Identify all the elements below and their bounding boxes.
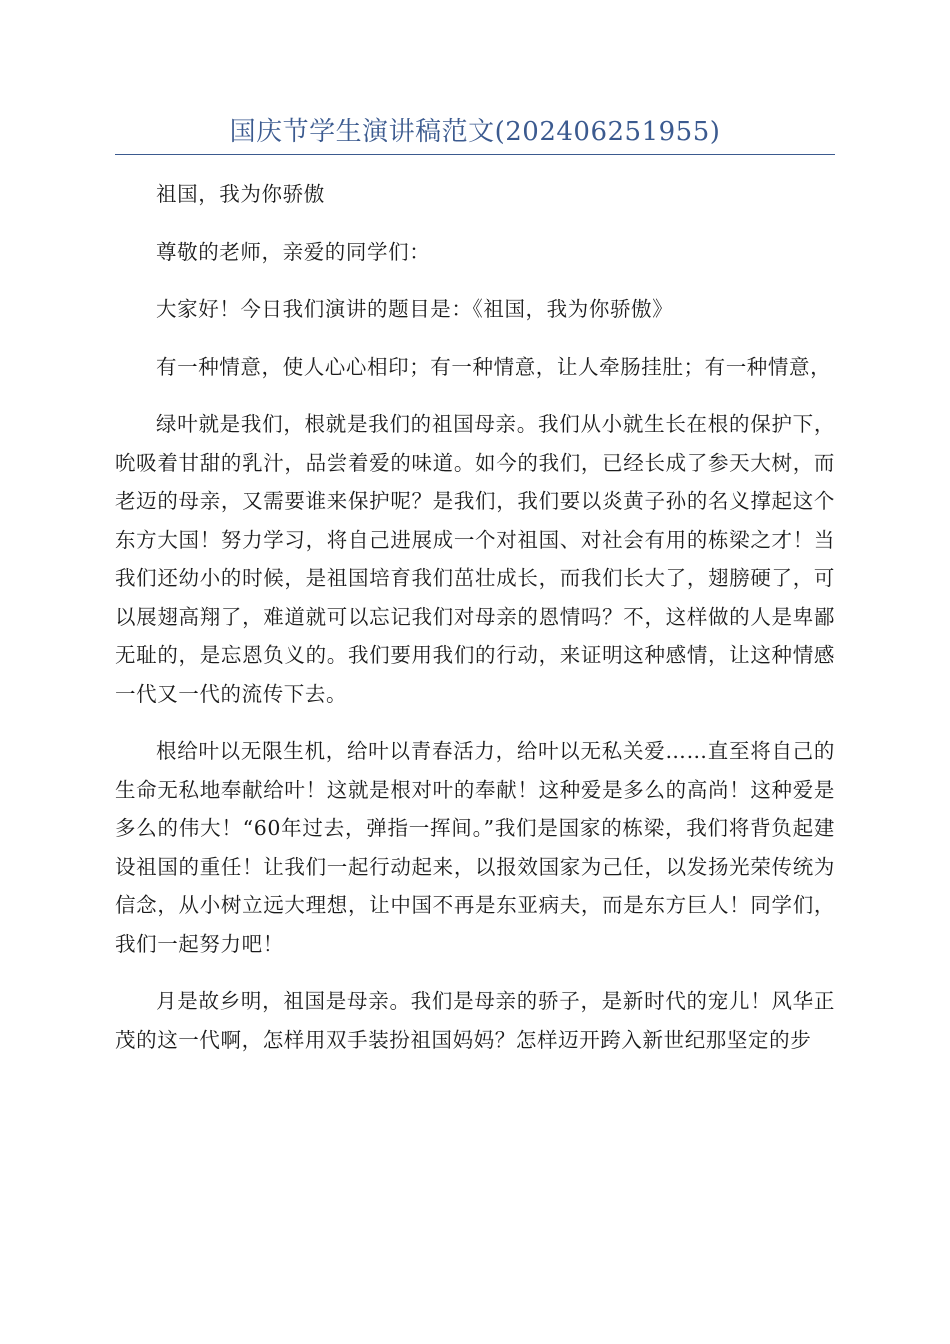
document-body	[115, 175, 835, 1078]
paragraph-body: 绿叶就是我们，根就是我们的祖国母亲。我们从小就生长在根的保护下，吮吸着甘甜的乳汁，品尝着爱的味道。如今的我们，已经长成了参天大树，而老迈的母亲，又需要谁来保护呢？是我们，我们要以炎黄子孙的名义撑起这个东方大国！努力学习，将自己进展成一个对祖国、对社会有用的栋梁之才！当我们还幼小的时候，是祖国培育我们茁壮成长，而我们长大了，翅膀硬了，可以展翅高翔了，难道就可以忘记我们对母亲的恩情吗？不，这样做的人是卑鄙无耻的，是忘恩负义的。我们要用我们的行动，来证明这种感情，让这种情感一代又一代的流传下去。	[115, 412, 835, 706]
paragraph-greeting: 大家好！今日我们演讲的题目是：《祖国，我为你骄傲》	[156, 297, 674, 321]
paragraph-body: 月是故乡明，祖国是母亲。我们是母亲的骄子，是新时代的宠儿！风华正茂的这一代啊，怎样用双手装扮祖国妈妈？怎样迈开跨入新世纪那坚定的步	[115, 989, 835, 1052]
document-title: 国庆节学生演讲稿范文(202406251955)	[229, 117, 721, 147]
paragraph-speech-title: 祖国，我为你骄傲	[156, 182, 325, 206]
title-underline	[115, 154, 835, 155]
paragraph-salutation: 尊敬的老师，亲爱的同学们：	[156, 239, 431, 264]
paragraph-body: 有一种情意，使人心心相印；有一种情意，让人牵肠挂肚；有一种情意，	[156, 354, 832, 379]
paragraph-body: 根给叶以无限生机，给叶以青春活力，给叶以无私关爱……直至将自己的生命无私地奉献给叶！这就是根对叶的奉献！这种爱是多么的高尚！这种爱是多么的伟大！“60年过去，弹指一挥间。”我们是国家的栋梁，我们将背负起建设祖国的重任！让我们一起行动起来，以报效国家为己任，以发扬光荣传统为信念，从小树立远大理想，让中国不再是东亚病夫，而是东方巨人！同学们，我们一起努力吧！	[115, 739, 835, 956]
